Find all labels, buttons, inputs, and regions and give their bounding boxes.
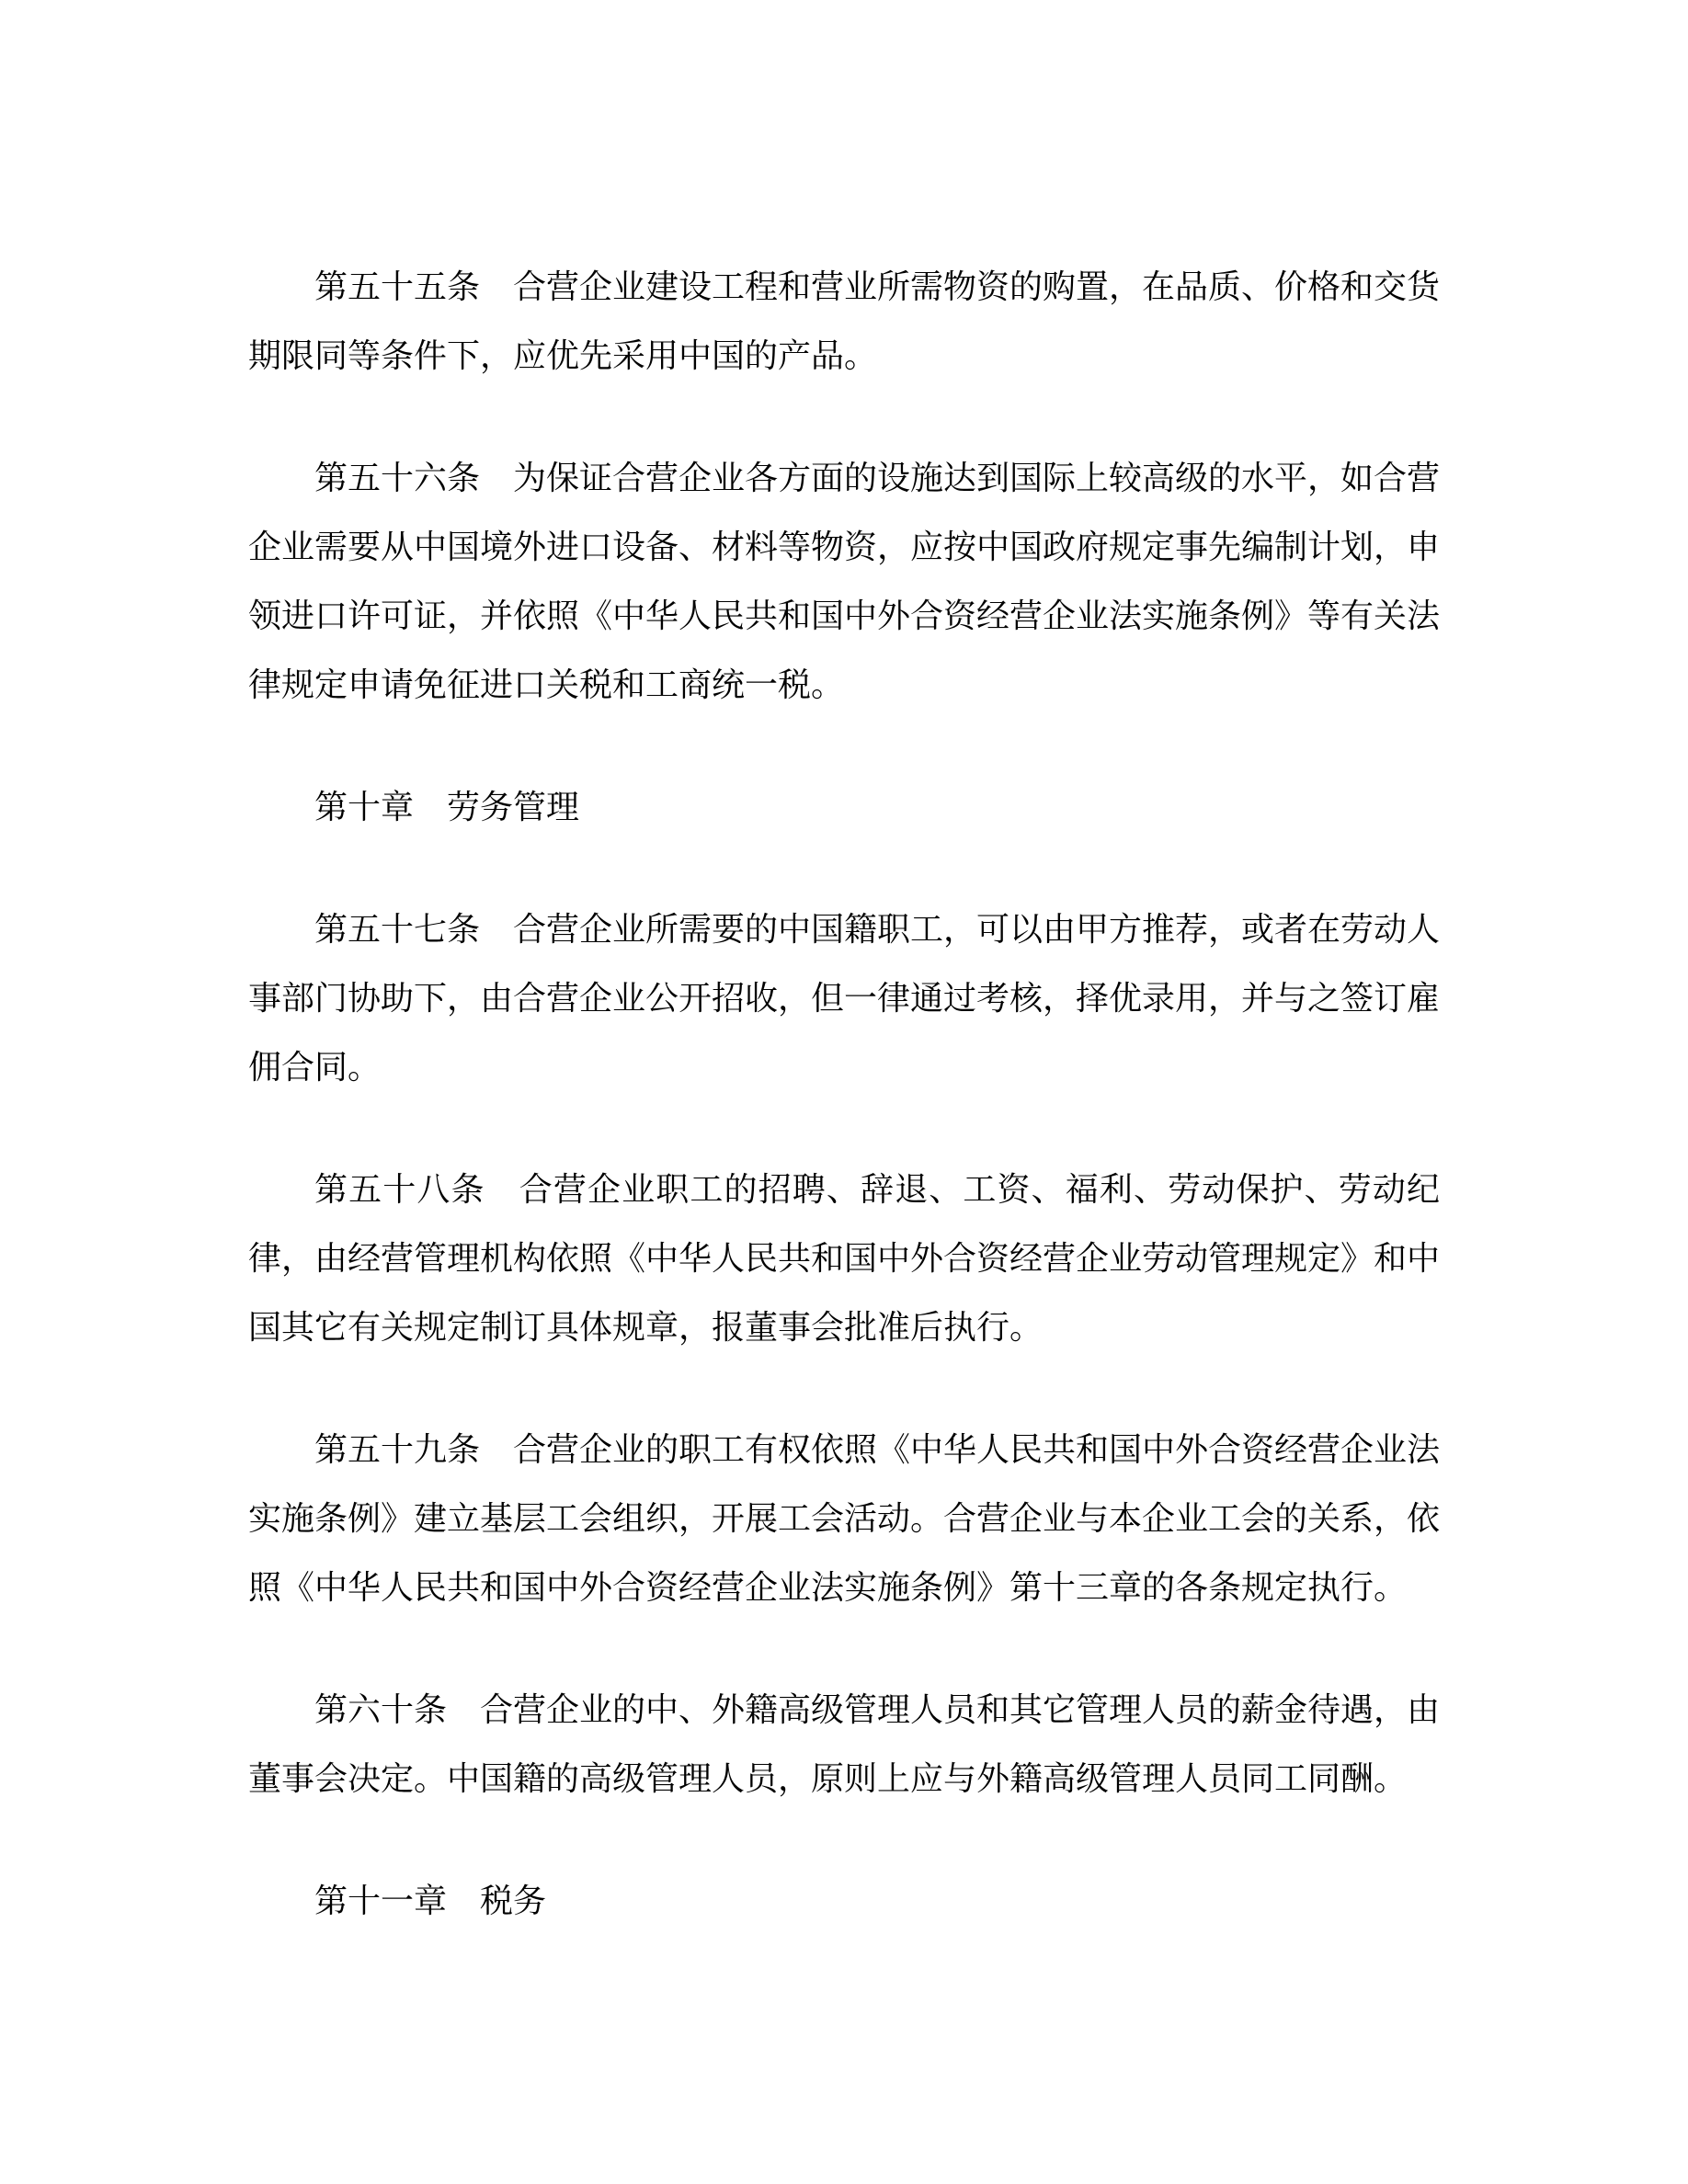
article-paragraph: 第五十六条 为保证合营企业各方面的设施达到国际上较高级的水平，如合营企业需要从中国境外进口设备、材料等物资，应按中国政府规定事先编制计划，申领进口许可证，并依照《中华人民共和国中外合资经营企业法实施条例》等有关法律规定申请免征进口关税和工商统一税。 bbox=[248, 460, 1441, 703]
article-paragraph: 第五十五条 合营企业建设工程和营业所需物资的购置，在品质、价格和交货期限同等条件下，应优先采用中国的产品。 bbox=[248, 268, 1441, 374]
chapter-heading: 第十章 劳务管理 bbox=[314, 789, 580, 825]
article-paragraph: 第五十九条 合营企业的职工有权依照《中华人民共和国中外合资经营企业法实施条例》建立基层工会组织，开展工会活动。合营企业与本企业工会的关系，依照《中华人民共和国中外合资经营企业法实施条例》第十三章的各条规定执行。 bbox=[248, 1431, 1441, 1606]
article-paragraph: 第六十条 合营企业的中、外籍高级管理人员和其它管理人员的薪金待遇，由董事会决定。中国籍的高级管理人员，原则上应与外籍高级管理人员同工同酬。 bbox=[248, 1691, 1441, 1797]
article-paragraph: 第五十八条 合营企业职工的招聘、辞退、工资、福利、劳动保护、劳动纪律，由经营管理机构依照《中华人民共和国中外合资经营企业劳动管理规定》和中国其它有关规定制订具体规章，报董事会批准后执行。 bbox=[248, 1171, 1441, 1346]
chapter-heading: 第十一章 税务 bbox=[314, 1883, 547, 1919]
article-paragraph: 第五十七条 合营企业所需要的中国籍职工，可以由甲方推荐，或者在劳动人事部门协助下，由合营企业公开招收，但一律通过考核，择优录用，并与之签订雇佣合同。 bbox=[248, 911, 1441, 1086]
